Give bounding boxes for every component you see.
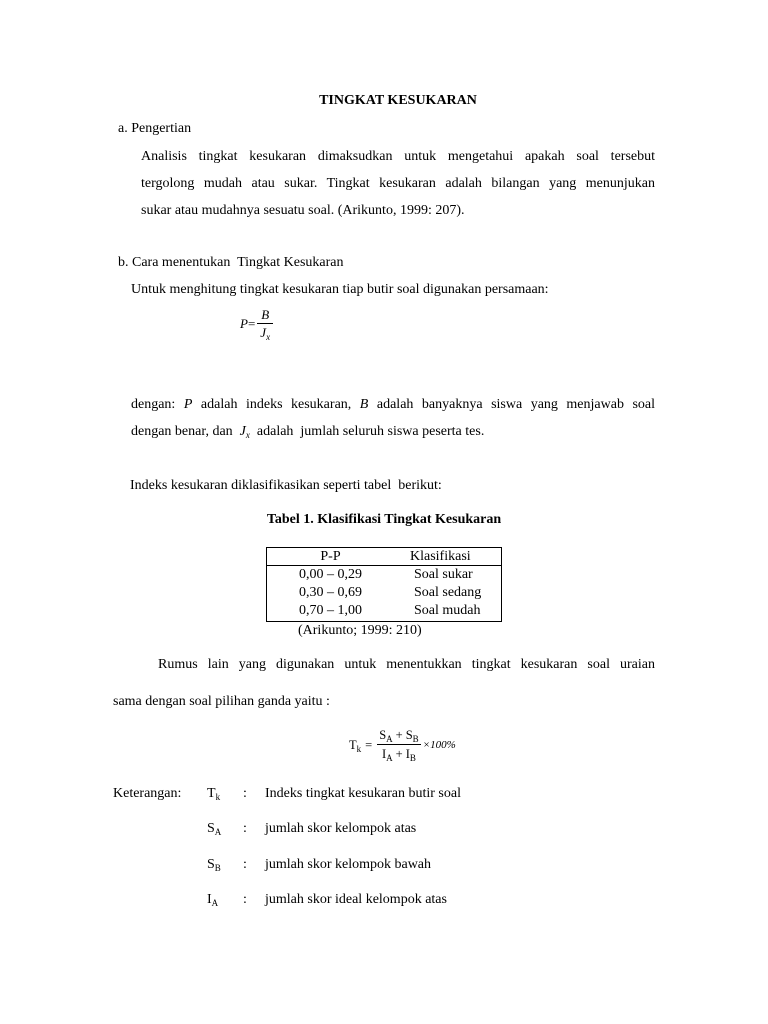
section-b-intro: Untuk menghitung tingkat kesukaran tiap butir soal digunakan persamaan: (131, 282, 549, 297)
table-cell: Soal mudah (414, 603, 481, 618)
definition-text: adalah banyaknya siswa yang menjawab soal (376, 397, 656, 412)
symbol-sub: A (211, 898, 219, 908)
definition-text: adalah indeks kesukaran, (200, 397, 352, 412)
symbol-main: T (207, 786, 216, 801)
table-cell: 0,70 – 1,00 (299, 603, 362, 618)
table-row (267, 566, 501, 584)
section-a-line: sukar atau mudahnya sesuatu soal. (Arikunto, 1999: 207). (141, 203, 465, 218)
section-b-heading: b. Cara menentukan Tingkat Kesukaran (118, 255, 344, 270)
section-a-line: Analisis tingkat kesukaran dimaksudkan untuk mengetahui apakah soal tersebut (141, 149, 655, 164)
classification-intro: Indeks kesukaran diklasifikasikan seperti tabel berikut: (130, 478, 442, 493)
formula-tk-fraction (377, 727, 420, 763)
term-main: S (379, 728, 387, 742)
formula-p-equals: = (247, 316, 256, 331)
term-main: S (405, 728, 413, 742)
table-cell: 0,30 – 0,69 (299, 585, 362, 600)
table-row (267, 584, 501, 602)
operator: + (395, 728, 403, 742)
definition-text: adalah jumlah seluruh siswa peserta tes. (256, 424, 485, 439)
formula-tk (349, 727, 456, 763)
keterangan-separator: : (243, 786, 247, 801)
keterangan-description: jumlah skor kelompok atas (265, 821, 417, 836)
keterangan-description: jumlah skor kelompok bawah (265, 857, 432, 872)
formula-tk-numerator (377, 727, 420, 745)
formula-p-denominator-sub: x (266, 332, 271, 342)
keterangan-symbol (207, 820, 221, 838)
definition-var-jx-sub: x (245, 430, 250, 440)
table-row (267, 602, 501, 620)
formula-tk-lhs-main: T (349, 738, 357, 752)
definition-var-p: P (183, 397, 193, 412)
operator: + (395, 747, 403, 761)
term-sub: A (386, 753, 393, 763)
symbol-main: S (207, 821, 215, 836)
formula-tk-denominator (380, 745, 418, 763)
keterangan-separator: : (243, 892, 247, 907)
formula-p-fraction (256, 306, 274, 342)
formula-p-denominator (256, 324, 274, 342)
term-main: I (405, 747, 410, 761)
definition-line-1 (131, 396, 655, 414)
definition-prefix: dengan: (131, 397, 176, 412)
keterangan-symbol (207, 785, 220, 803)
formula-p-denominator-main: J (260, 325, 267, 340)
section-a-line: tergolong mudah atau sukar. Tingkat kesukaran adalah bilangan yang menunjukan (141, 176, 655, 191)
table-source: (Arikunto; 1999: 210) (298, 623, 422, 638)
table-header-cell: P-P (320, 549, 341, 564)
definition-var-jx-main: J (239, 424, 246, 439)
term-sub: B (412, 734, 419, 744)
formula-p-lhs: P (240, 316, 248, 331)
table-cell: Soal sukar (414, 567, 473, 582)
definition-line-2 (131, 423, 484, 441)
symbol-sub: A (214, 827, 222, 837)
keterangan-separator: : (243, 821, 247, 836)
formula-tk-lhs-sub: k (356, 744, 362, 754)
keterangan-symbol (207, 856, 221, 874)
symbol-sub: k (215, 792, 221, 802)
formula-p-numerator: B (257, 306, 273, 324)
table-caption: Tabel 1. Klasifikasi Tingkat Kesukaran (266, 512, 502, 527)
definition-var-jx (240, 424, 250, 439)
term-main: I (381, 747, 387, 761)
keterangan-description: Indeks tingkat kesukaran butir soal (265, 786, 461, 801)
formula-tk-lhs (349, 736, 361, 754)
table-cell: Soal sedang (414, 585, 482, 600)
keterangan-symbol (207, 891, 218, 909)
keterangan-description: jumlah skor ideal kelompok atas (265, 892, 447, 907)
symbol-main: S (207, 857, 215, 872)
formula-tk-equals: = (365, 738, 373, 752)
table-header-row (267, 548, 501, 566)
definition-text: dengan benar, dan (131, 424, 233, 439)
section-a-heading: a. Pengertian (118, 121, 192, 136)
keterangan-label: Keterangan: (113, 786, 182, 801)
formula-tk-factor: ×100% (422, 739, 456, 751)
table-header-cell: Klasifikasi (410, 549, 471, 564)
symbol-main: I (207, 892, 212, 907)
definition-var-b: B (359, 397, 369, 412)
rumus-line-1: Rumus lain yang digunakan untuk menentukkan tingkat kesukaran soal uraian (158, 657, 655, 672)
table-cell: 0,00 – 0,29 (299, 567, 362, 582)
symbol-sub: B (214, 863, 221, 873)
page-title: TINGKAT KESUKARAN (319, 93, 477, 108)
keterangan-separator: : (243, 857, 247, 872)
term-sub: A (386, 734, 393, 744)
formula-p (240, 306, 274, 342)
rumus-line-2: sama dengan soal pilihan ganda yaitu : (113, 694, 330, 709)
classification-table (266, 547, 502, 622)
term-sub: B (409, 753, 416, 763)
